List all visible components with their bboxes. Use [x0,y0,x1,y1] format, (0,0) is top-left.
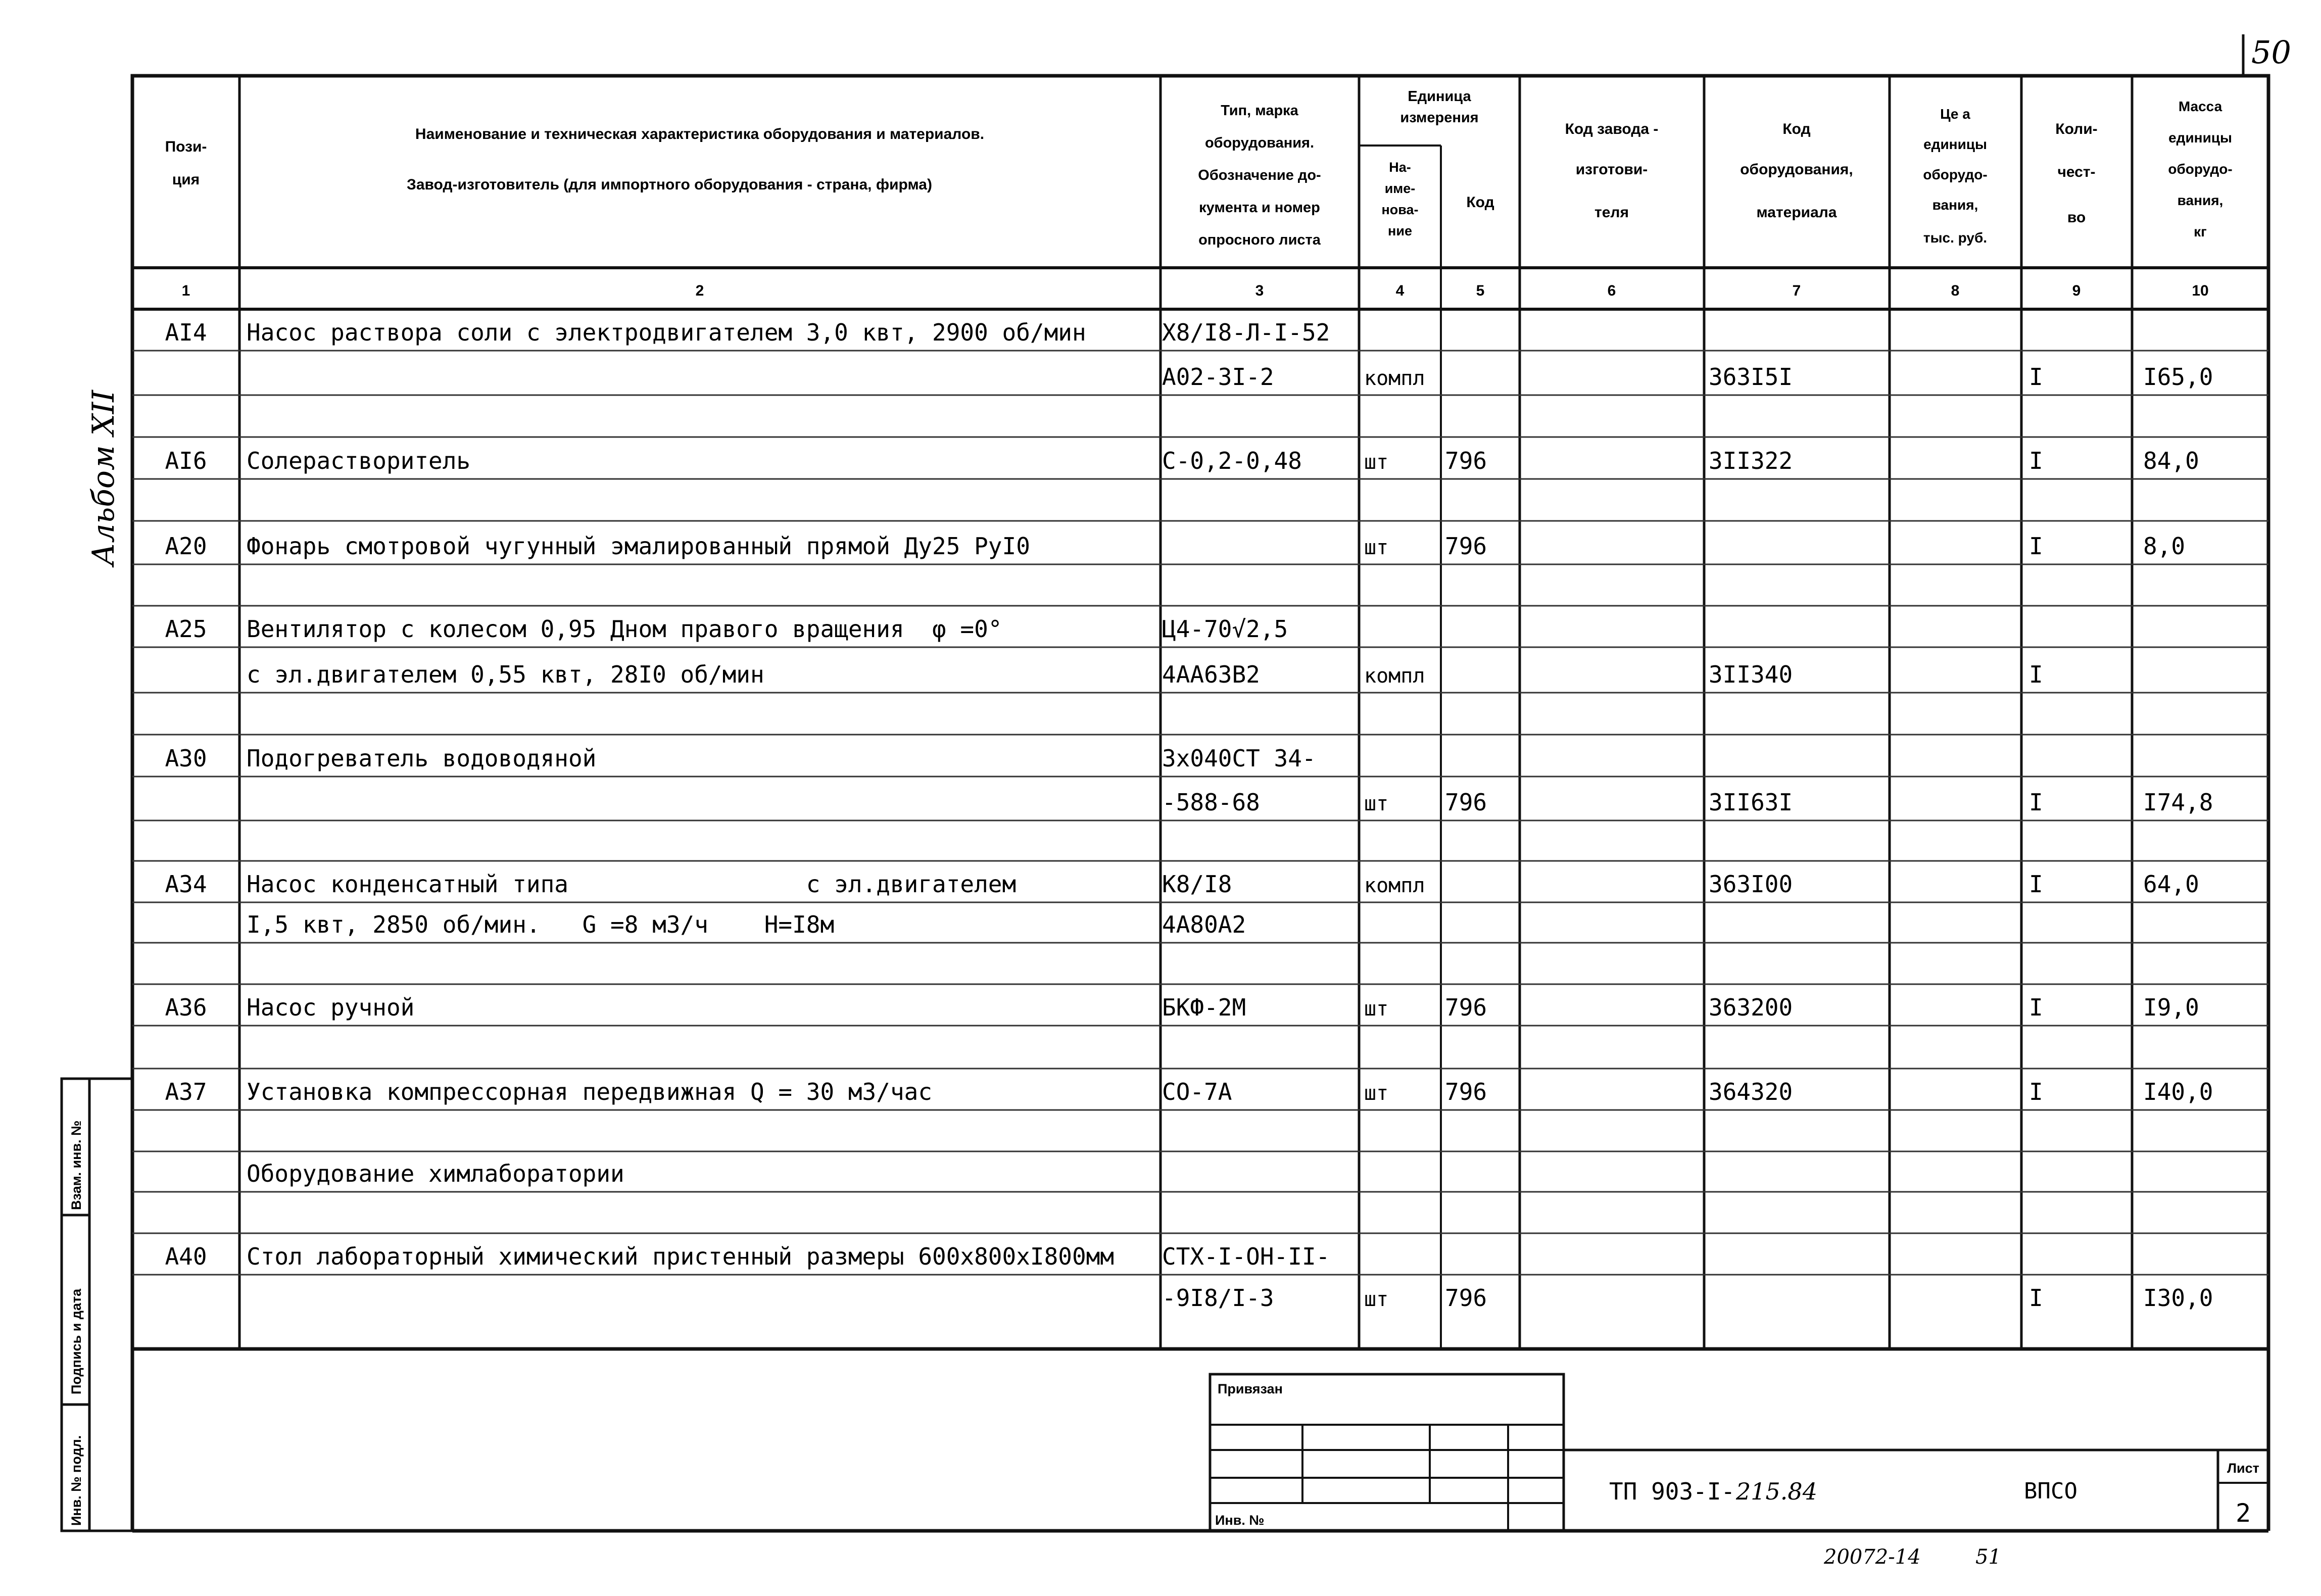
column-number: 2 [695,282,704,299]
cell-position: А20 [165,533,207,560]
table-row [165,745,1316,772]
cell-name: Вентилятор с колесом 0,95 Дном правого вращения φ =0° [247,615,1002,643]
cell-type: 3х040СТ 34- [1162,745,1316,772]
cell-mass: I30,0 [2143,1284,2213,1312]
stamp-inv-original: Инв. № подл. [69,1435,84,1526]
header-price-4: вания, [1932,197,1978,213]
table-row [165,870,2199,898]
table-row [165,994,2199,1021]
cell-unit-name: шт [1364,792,1389,815]
cell-name: с эл.двигателем 0,55 квт, 28I0 об/мин [247,661,764,688]
cell-position: А34 [165,870,207,898]
header-mass-1: Масса [2178,99,2222,114]
header-unit-name-4: ние [1388,223,1412,238]
cell-name: Фонарь смотровой чугунный эмалированный прямой Ду25 РуI0 [247,533,1030,560]
cell-type: А02-3I-2 [1162,363,1274,391]
header-price-5: тыс. руб. [1923,230,1988,246]
column-number: 3 [1255,282,1264,299]
cell-unit-name: шт [1364,1288,1389,1311]
cell-name: Оборудование химлаборатории [247,1160,624,1187]
table-row [165,1078,2213,1105]
cell-unit-code: 796 [1445,789,1487,816]
header-mass-5: кг [2194,224,2207,239]
header-material-code-2: оборудования, [1740,161,1853,178]
table-row [247,911,1246,938]
table-row [165,447,2199,474]
cell-unit-name: компл [1364,664,1425,688]
album-label: Альбом XII [86,390,121,566]
cell-type: С-0,2-0,48 [1162,447,1302,474]
header-factory-code-3: теля [1594,204,1629,221]
footer-page-number: 51 [1975,1545,2001,1569]
cell-position: А36 [165,994,207,1021]
cell-quantity: I [2029,994,2043,1021]
header-factory-code-1: Код завода - [1565,121,1659,137]
cell-mass: I65,0 [2143,363,2213,391]
header-quantity-3: во [2067,209,2086,226]
cell-quantity: I [2029,1078,2043,1105]
cell-mass: I40,0 [2143,1078,2213,1105]
sheet-label: Лист [2227,1461,2259,1476]
cell-material-code: 3II63I [1709,789,1793,816]
cell-position: AI4 [165,319,207,346]
sheet-number: 2 [2235,1498,2251,1528]
cell-position: А25 [165,615,207,643]
cell-name: Насос конденсатный типа с эл.двигателем [247,870,1017,898]
cell-type: 4А80А2 [1162,911,1246,938]
table-row [1162,1284,2213,1312]
column-number: 1 [181,282,190,299]
document-code: ТП 903-I- [1609,1478,1735,1505]
table-row [165,615,1288,643]
document-code-handwritten: 215.84 [1736,1478,1817,1505]
cell-quantity: I [2029,447,2043,474]
header-quantity-2: чест- [2057,164,2096,180]
table-row [1162,789,2213,816]
cell-type: 4АА63В2 [1162,661,1260,688]
header-type-2: оборудования. [1204,135,1315,151]
column-number: 5 [1476,282,1485,299]
header-price-2: единицы [1923,136,1987,152]
cell-material-code: 363I00 [1709,870,1793,898]
cell-mass: 84,0 [2143,447,2199,474]
header-mass-2: единицы [2168,130,2232,146]
cell-unit-name: шт [1364,536,1389,559]
table-row [165,533,2185,560]
header-unit-code: Код [1466,194,1494,211]
cell-name: Насос раствора соли с электродвигателем 3,0 квт, 2900 об/мин [247,319,1086,346]
header-type-5: опросного листа [1198,232,1321,248]
header-mass-4: вания, [2177,192,2223,208]
header-type-3: Обозначение до- [1198,167,1321,183]
header-unit-group-1: Единица [1408,88,1471,105]
cell-unit-code: 796 [1445,447,1487,474]
cell-unit-name: компл [1364,874,1425,897]
cell-type: Ц4-70√2,5 [1162,615,1288,643]
cell-name: Солерастворитель [247,447,471,474]
cell-unit-name: шт [1364,1082,1389,1105]
header-unit-name-3: нова- [1381,202,1419,217]
table-header [165,88,2233,248]
cell-type: БКФ-2М [1162,994,1246,1021]
cell-material-code: 3II322 [1709,447,1793,474]
cell-quantity: I [2029,870,2043,898]
cell-name: Подогреватель водоводяной [247,745,597,772]
cell-quantity: I [2029,789,2043,816]
header-unit-name-2: име- [1384,181,1416,196]
cell-mass: 64,0 [2143,870,2199,898]
cell-type: СТХ-I-ОН-II- [1162,1243,1330,1270]
column-number: 4 [1395,282,1405,299]
cell-type: СО-7А [1162,1078,1232,1105]
stamp-replaced-inv: Взам. инв. № [69,1120,84,1210]
cell-type: К8/I8 [1162,870,1232,898]
header-price-3: оборудо- [1923,167,1988,182]
column-number: 10 [2192,282,2209,299]
page-number: 50 [2251,34,2291,71]
cell-position: А40 [165,1243,207,1270]
header-type-1: Тип, марка [1221,103,1298,119]
cell-unit-name: компл [1364,367,1425,390]
header-factory-code-2: изготови- [1575,161,1648,178]
header-mass-3: оборудо- [2168,161,2233,177]
header-quantity-1: Коли- [2055,121,2098,137]
stamp-privyazan: Привязан [1218,1381,1283,1396]
cell-type: -588-68 [1162,789,1260,816]
header-name-line1: Наименование и техническая характеристика оборудования и материалов. [415,126,985,142]
cell-type: -9I8/I-3 [1162,1284,1274,1312]
cell-unit-code: 796 [1445,1284,1487,1312]
cell-type: Х8/I8-Л-I-52 [1162,319,1330,346]
table-frame [132,76,2268,1349]
cell-unit-code: 796 [1445,533,1487,560]
cell-name: Стол лабораторный химический пристенный размеры 600х800хI800мм [247,1243,1115,1270]
header-material-code-1: Код [1782,121,1811,137]
cell-mass: I9,0 [2143,994,2199,1021]
cell-unit-code: 796 [1445,994,1487,1021]
title-block [132,1349,2268,1531]
stamp-inv-no: Инв. № [1215,1513,1265,1528]
cell-mass: 8,0 [2143,533,2186,560]
cell-material-code: 363I5I [1709,363,1793,391]
cell-material-code: 363200 [1709,994,1793,1021]
cell-unit-name: шт [1364,997,1389,1021]
cell-name: I,5 квт, 2850 об/мин. G =8 м3/ч Н=I8м [247,911,835,938]
header-name-line2: Завод-изготовитель (для импортного оборудования - страна, фирма) [407,176,932,193]
header-material-code-3: материала [1756,204,1837,221]
table-row [247,661,2043,688]
table-row [165,1243,1330,1270]
column-numbers [182,282,2209,299]
cell-mass: I74,8 [2143,789,2213,816]
table-body [165,319,2213,1312]
cell-unit-code: 796 [1445,1078,1487,1105]
cell-quantity: I [2029,363,2043,391]
header-position-1: Пози- [165,138,207,155]
header-unit-name-1: На- [1389,160,1411,175]
cell-name: Установка компрессорная передвижная Q = 30 м3/час [247,1078,933,1105]
cell-position: AI6 [165,447,207,474]
cell-quantity: I [2029,533,2043,560]
cell-material-code: 3II340 [1709,661,1793,688]
table-row [165,319,1330,346]
column-number: 6 [1607,282,1616,299]
cell-position: А37 [165,1078,207,1105]
column-number: 8 [1951,282,1960,299]
cell-name: Насос ручной [247,994,415,1021]
section-code: ВПСО [2024,1478,2077,1504]
cell-material-code: 364320 [1709,1078,1793,1105]
cell-unit-name: шт [1364,451,1389,474]
footer-order-number: 20072-14 [1824,1545,1921,1569]
header-type-4: кумента и номер [1199,200,1320,216]
header-unit-group-2: измерения [1400,110,1479,126]
table-row [1162,363,2213,391]
cell-quantity: I [2029,1284,2043,1312]
cell-quantity: I [2029,661,2043,688]
table-row [247,1160,624,1187]
header-price-1: Це а [1940,106,1970,122]
cell-position: А30 [165,745,207,772]
column-number: 7 [1792,282,1801,299]
header-position-2: ция [172,171,200,188]
column-number: 9 [2072,282,2081,299]
stamp-signature-date: Подпись и дата [69,1288,84,1394]
